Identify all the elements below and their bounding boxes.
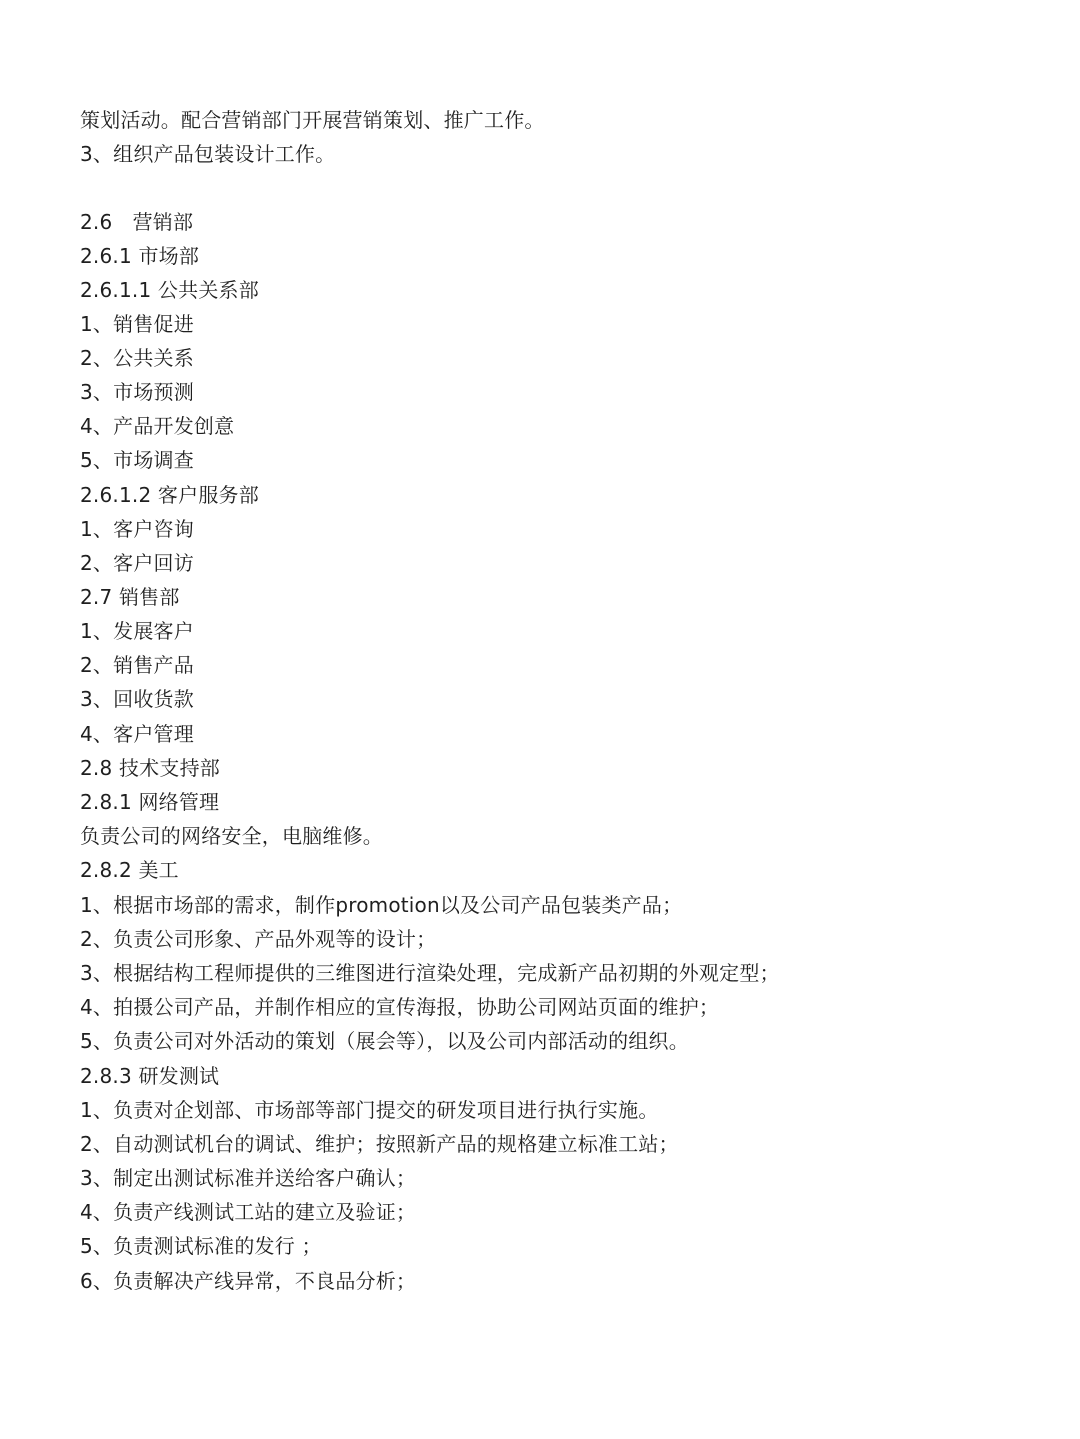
list-item: 1、销售促进 — [80, 312, 194, 336]
list-item: 2、自动测试机台的调试、维护；按照新产品的规格建立标准工站； — [80, 1132, 679, 1156]
list-item: 6、负责解决产线异常，不良品分析； — [80, 1269, 417, 1293]
section-heading: 2.8.1 网络管理 — [80, 790, 220, 814]
list-item: 3、根据结构工程师提供的三维图进行渲染处理，完成新产品初期的外观定型； — [80, 961, 780, 985]
list-item: 3、市场预测 — [80, 380, 194, 404]
list-item: 1、发展客户 — [80, 619, 194, 643]
list-item: 3、回收货款 — [80, 687, 194, 711]
list-item: 2、负责公司形象、产品外观等的设计； — [80, 927, 437, 951]
list-item: 4、拍摄公司产品，并制作相应的宣传海报，协助公司网站页面的维护； — [80, 995, 720, 1019]
list-item: 1、负责对企划部、市场部等部门提交的研发项目进行执行实施。 — [80, 1098, 659, 1122]
text-line: 负责公司的网络安全，电脑维修。 — [80, 824, 383, 848]
section-heading: 2.6.1.2 客户服务部 — [80, 483, 259, 507]
section-heading: 2.7 销售部 — [80, 585, 180, 609]
section-heading: 2.8.3 研发测试 — [80, 1064, 220, 1088]
list-item: 2、公共关系 — [80, 346, 194, 370]
text-line: 策划活动。配合营销部门开展营销策划、推广工作。 — [80, 108, 545, 132]
section-heading: 2.6.1.1 公共关系部 — [80, 278, 259, 302]
list-item: 2、销售产品 — [80, 653, 194, 677]
list-item: 5、负责公司对外活动的策划（展会等），以及公司内部活动的组织。 — [80, 1029, 689, 1053]
list-item: 5、负责测试标准的发行 ； — [80, 1234, 322, 1258]
list-item: 2、客户回访 — [80, 551, 194, 575]
list-item: 4、产品开发创意 — [80, 414, 235, 438]
section-heading: 2.8.2 美工 — [80, 858, 179, 882]
list-item: 1、客户咨询 — [80, 517, 194, 541]
list-item: 4、负责产线测试工站的建立及验证； — [80, 1200, 417, 1224]
document-page — [80, 0, 1040, 1439]
section-heading: 2.6 营销部 — [80, 210, 194, 234]
list-item: 5、市场调查 — [80, 448, 194, 472]
list-item: 4、客户管理 — [80, 722, 194, 746]
section-heading: 2.8 技术支持部 — [80, 756, 220, 780]
section-heading: 2.6.1 市场部 — [80, 244, 200, 268]
list-item: 3、制定出测试标准并送给客户确认； — [80, 1166, 417, 1190]
list-item: 1、根据市场部的需求，制作promotion以及公司产品包装类产品； — [80, 893, 683, 917]
text-line: 3、组织产品包装设计工作。 — [80, 142, 336, 166]
